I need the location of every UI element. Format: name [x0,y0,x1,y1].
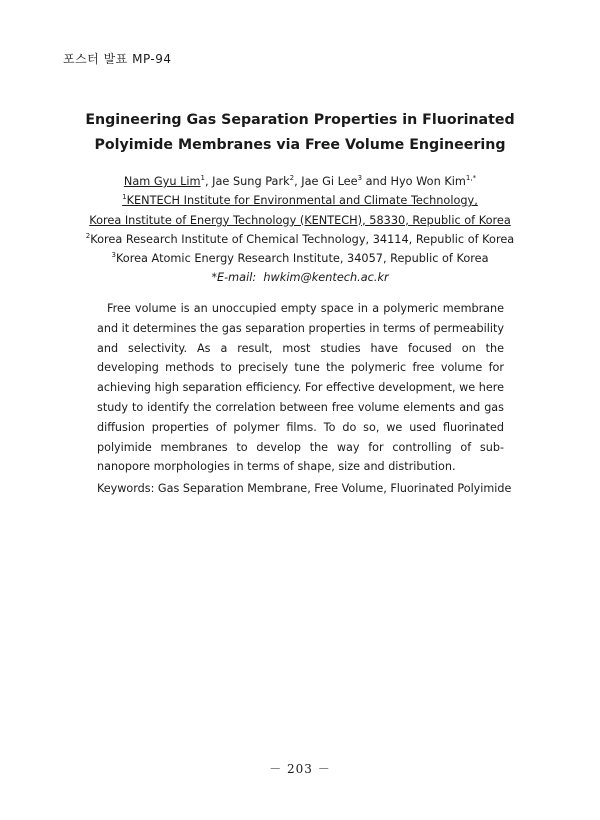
author-block [60,172,540,288]
corresponding-email [60,268,540,287]
author-sup: 3 [357,174,363,182]
affiliation-1-line-2: Korea Institute of Energy Technology (KENTECH), 58330, Republic of Korea [89,213,511,227]
author-list [60,172,540,191]
author-sup: 2 [289,174,295,182]
author-name: Hyo Won Kim [390,175,466,188]
author-separator: , [294,175,302,188]
session-label: 포스터 발표 MP-94 [63,52,172,66]
affiliation-2: $^2$Korea Research Institute of Chemical Technology, 34114, Republic of Korea [85,231,515,246]
paper-title [60,108,540,158]
author-name: Jae Gi Lee [301,175,358,188]
email-address: hwkim@kentech.ac.kr [263,271,389,285]
author-name: Jae Sung Park [212,175,290,188]
abstract-text: Free volume is an unoccupied empty space in a polymeric membrane and it determines the gas separation properties in terms of permeability and selectivity. As a result, most studies have focused on the developing methods to precisely tune the polymeric free volume for achieving high separation efficiency. For effective development, we here study to identify the correlation between free volume elements and gas diffusion properties of polymer films. To do so, we used fluorinated polyimide membranes to develop the way for controlling of sub-nanopore morphologies in terms of shape, size and distribution. [97,302,504,474]
affiliation-1-line-1: $^1$KENTECH Institute for Environmental and Climate Technology, [122,193,478,208]
title-line-1: Engineering Gas Separation Properties in Fluorinated [85,112,515,128]
author-sup: 1 [200,174,205,182]
keywords: Keywords: Gas Separation Membrane, Free Volume, Fluorinated Polyimide [97,482,512,495]
author-sup: 1,* [465,174,477,182]
author-name: Nam Gyu Lim [123,175,201,188]
email-prefix: *E-mail: [211,271,257,285]
author-separator: and [362,175,391,188]
affiliation-3: $^3$Korea Atomic Energy Research Institute, 34057, Republic of Korea [111,251,489,266]
title-line-2: Polyimide Membranes via Free Volume Engineering [94,137,506,153]
page-number: － 203 － [269,762,331,776]
author-separator: , [204,175,213,188]
